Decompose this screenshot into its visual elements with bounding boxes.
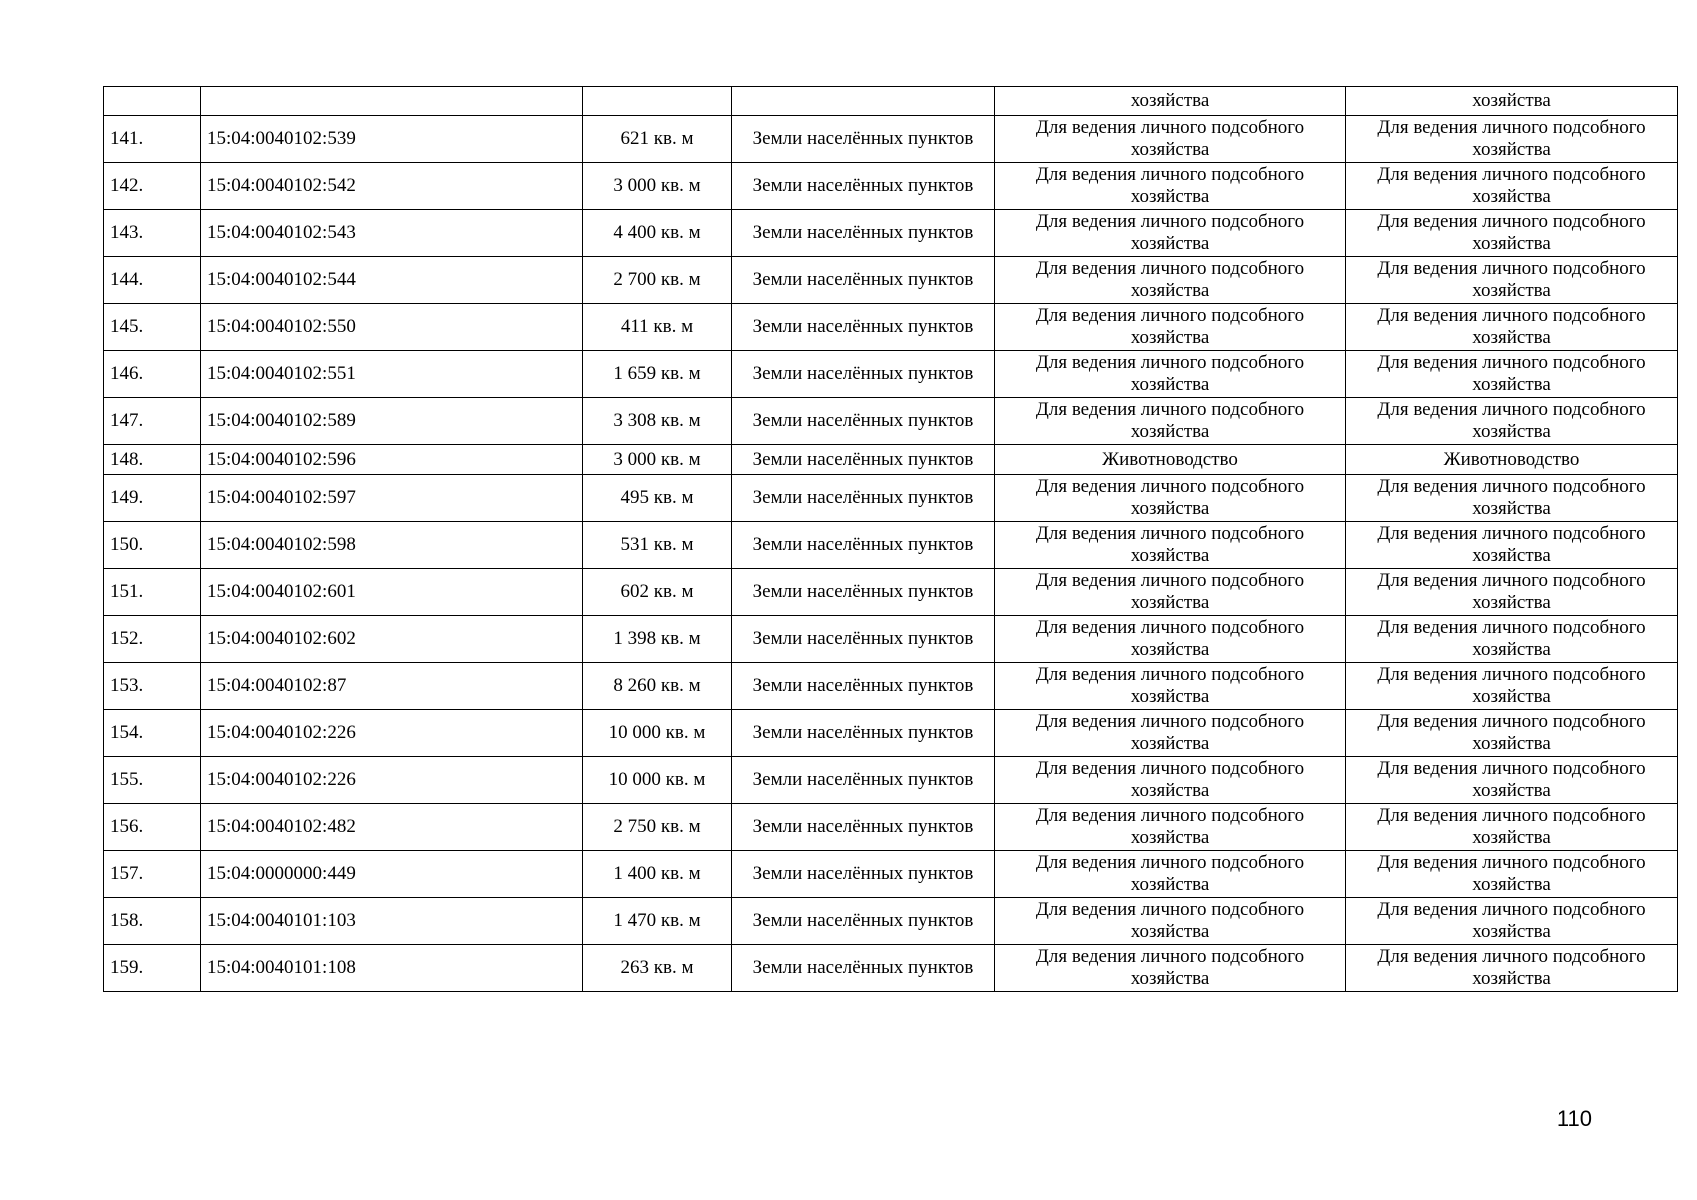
cell-land-category: Земли населённых пунктов (732, 351, 995, 398)
cell-land-category: Земли населённых пунктов (732, 116, 995, 163)
cell-actual-use: Для ведения личного подсобного хозяйства (1346, 616, 1678, 663)
cell-cadastral-number: 15:04:0000000:449 (201, 851, 583, 898)
cell-actual-use: Для ведения личного подсобного хозяйства (1346, 945, 1678, 992)
cell-actual-use: Для ведения личного подсобного хозяйства (1346, 304, 1678, 351)
cell-permitted-use: Для ведения личного подсобного хозяйства (995, 257, 1346, 304)
cell-land-category: Земли населённых пунктов (732, 304, 995, 351)
table-row (104, 210, 1678, 257)
table-row (104, 710, 1678, 757)
cell-area: 10 000 кв. м (583, 757, 732, 804)
cell-permitted-use: Для ведения личного подсобного хозяйства (995, 475, 1346, 522)
cell-actual-use: хозяйства (1346, 87, 1678, 116)
cell-area: 621 кв. м (583, 116, 732, 163)
cell-permitted-use: Для ведения личного подсобного хозяйства (995, 851, 1346, 898)
table-row (104, 851, 1678, 898)
table-row (104, 445, 1678, 475)
cell-cadastral-number (201, 87, 583, 116)
cell-land-category: Земли населённых пунктов (732, 475, 995, 522)
cell-cadastral-number: 15:04:0040102:226 (201, 757, 583, 804)
cell-number: 154. (104, 710, 201, 757)
cell-actual-use: Для ведения личного подсобного хозяйства (1346, 116, 1678, 163)
cell-permitted-use: Для ведения личного подсобного хозяйства (995, 757, 1346, 804)
cell-area: 3 308 кв. м (583, 398, 732, 445)
cell-actual-use: Для ведения личного подсобного хозяйства (1346, 898, 1678, 945)
cell-cadastral-number: 15:04:0040102:87 (201, 663, 583, 710)
cell-land-category: Земли населённых пунктов (732, 898, 995, 945)
table-row (104, 804, 1678, 851)
table-row (104, 616, 1678, 663)
cell-actual-use: Для ведения личного подсобного хозяйства (1346, 522, 1678, 569)
cell-area: 10 000 кв. м (583, 710, 732, 757)
cell-cadastral-number: 15:04:0040102:598 (201, 522, 583, 569)
cell-land-category: Земли населённых пунктов (732, 663, 995, 710)
cell-actual-use: Для ведения личного подсобного хозяйства (1346, 163, 1678, 210)
cell-number: 149. (104, 475, 201, 522)
table-row (104, 569, 1678, 616)
cell-cadastral-number: 15:04:0040102:539 (201, 116, 583, 163)
cell-actual-use: Для ведения личного подсобного хозяйства (1346, 710, 1678, 757)
cell-actual-use: Для ведения личного подсобного хозяйства (1346, 663, 1678, 710)
cell-number: 148. (104, 445, 201, 475)
cell-actual-use: Для ведения личного подсобного хозяйства (1346, 569, 1678, 616)
table-row (104, 663, 1678, 710)
cell-permitted-use: Для ведения личного подсобного хозяйства (995, 210, 1346, 257)
cell-area: 263 кв. м (583, 945, 732, 992)
table-row (104, 304, 1678, 351)
cell-actual-use: Для ведения личного подсобного хозяйства (1346, 210, 1678, 257)
table-row (104, 945, 1678, 992)
cell-cadastral-number: 15:04:0040101:108 (201, 945, 583, 992)
table-body (104, 87, 1678, 992)
cell-area: 3 000 кв. м (583, 163, 732, 210)
table-row (104, 163, 1678, 210)
cell-cadastral-number: 15:04:0040102:542 (201, 163, 583, 210)
table-row (104, 898, 1678, 945)
cell-area: 602 кв. м (583, 569, 732, 616)
table-row-continuation (104, 87, 1678, 116)
table-row (104, 116, 1678, 163)
table-row (104, 757, 1678, 804)
cell-cadastral-number: 15:04:0040102:589 (201, 398, 583, 445)
cell-land-category: Земли населённых пунктов (732, 522, 995, 569)
cell-permitted-use: Для ведения личного подсобного хозяйства (995, 710, 1346, 757)
cell-area (583, 87, 732, 116)
cell-area: 4 400 кв. м (583, 210, 732, 257)
cell-cadastral-number: 15:04:0040102:482 (201, 804, 583, 851)
cell-number: 143. (104, 210, 201, 257)
cell-actual-use: Животноводство (1346, 445, 1678, 475)
cell-number: 145. (104, 304, 201, 351)
cell-permitted-use: хозяйства (995, 87, 1346, 116)
cell-land-category: Земли населённых пунктов (732, 851, 995, 898)
cell-number: 159. (104, 945, 201, 992)
cell-number: 156. (104, 804, 201, 851)
cell-land-category: Земли населённых пунктов (732, 445, 995, 475)
table-row (104, 475, 1678, 522)
table-row (104, 522, 1678, 569)
cell-permitted-use: Животноводство (995, 445, 1346, 475)
cell-land-category: Земли населённых пунктов (732, 945, 995, 992)
cell-cadastral-number: 15:04:0040102:544 (201, 257, 583, 304)
table-row (104, 351, 1678, 398)
cell-actual-use: Для ведения личного подсобного хозяйства (1346, 398, 1678, 445)
cell-number (104, 87, 201, 116)
cell-number: 142. (104, 163, 201, 210)
cell-permitted-use: Для ведения личного подсобного хозяйства (995, 398, 1346, 445)
cell-permitted-use: Для ведения личного подсобного хозяйства (995, 116, 1346, 163)
cell-actual-use: Для ведения личного подсобного хозяйства (1346, 851, 1678, 898)
cell-land-category: Земли населённых пунктов (732, 210, 995, 257)
cell-number: 158. (104, 898, 201, 945)
cell-land-category: Земли населённых пунктов (732, 569, 995, 616)
cell-land-category: Земли населённых пунктов (732, 398, 995, 445)
cell-area: 1 400 кв. м (583, 851, 732, 898)
table-row (104, 257, 1678, 304)
cell-area: 1 659 кв. м (583, 351, 732, 398)
page-number: 110 (1556, 1106, 1592, 1131)
cell-area: 3 000 кв. м (583, 445, 732, 475)
cell-actual-use: Для ведения личного подсобного хозяйства (1346, 257, 1678, 304)
cell-number: 147. (104, 398, 201, 445)
cell-permitted-use: Для ведения личного подсобного хозяйства (995, 569, 1346, 616)
cell-number: 157. (104, 851, 201, 898)
cell-number: 155. (104, 757, 201, 804)
cell-number: 144. (104, 257, 201, 304)
cell-area: 411 кв. м (583, 304, 732, 351)
cell-actual-use: Для ведения личного подсобного хозяйства (1346, 804, 1678, 851)
cell-area: 531 кв. м (583, 522, 732, 569)
cell-number: 153. (104, 663, 201, 710)
cell-land-category: Земли населённых пунктов (732, 163, 995, 210)
cell-cadastral-number: 15:04:0040102:602 (201, 616, 583, 663)
cell-land-category: Земли населённых пунктов (732, 710, 995, 757)
table-row (104, 398, 1678, 445)
cell-permitted-use: Для ведения личного подсобного хозяйства (995, 616, 1346, 663)
cell-area: 8 260 кв. м (583, 663, 732, 710)
cell-land-category: Земли населённых пунктов (732, 757, 995, 804)
cell-number: 150. (104, 522, 201, 569)
cell-area: 2 750 кв. м (583, 804, 732, 851)
cell-cadastral-number: 15:04:0040102:596 (201, 445, 583, 475)
cell-permitted-use: Для ведения личного подсобного хозяйства (995, 898, 1346, 945)
land-plots-table (103, 86, 1678, 992)
cell-actual-use: Для ведения личного подсобного хозяйства (1346, 757, 1678, 804)
cell-permitted-use: Для ведения личного подсобного хозяйства (995, 663, 1346, 710)
cell-cadastral-number: 15:04:0040102:551 (201, 351, 583, 398)
cell-permitted-use: Для ведения личного подсобного хозяйства (995, 804, 1346, 851)
cell-area: 1 398 кв. м (583, 616, 732, 663)
cell-permitted-use: Для ведения личного подсобного хозяйства (995, 163, 1346, 210)
cell-cadastral-number: 15:04:0040101:103 (201, 898, 583, 945)
cell-permitted-use: Для ведения личного подсобного хозяйства (995, 304, 1346, 351)
cell-land-category (732, 87, 995, 116)
cell-number: 151. (104, 569, 201, 616)
cell-land-category: Земли населённых пунктов (732, 616, 995, 663)
cell-area: 2 700 кв. м (583, 257, 732, 304)
cell-permitted-use: Для ведения личного подсобного хозяйства (995, 351, 1346, 398)
cell-cadastral-number: 15:04:0040102:597 (201, 475, 583, 522)
cell-actual-use: Для ведения личного подсобного хозяйства (1346, 351, 1678, 398)
cell-actual-use: Для ведения личного подсобного хозяйства (1346, 475, 1678, 522)
cell-cadastral-number: 15:04:0040102:226 (201, 710, 583, 757)
cell-area: 495 кв. м (583, 475, 732, 522)
cell-number: 152. (104, 616, 201, 663)
cell-cadastral-number: 15:04:0040102:550 (201, 304, 583, 351)
cell-land-category: Земли населённых пунктов (732, 804, 995, 851)
cell-number: 146. (104, 351, 201, 398)
cell-permitted-use: Для ведения личного подсобного хозяйства (995, 945, 1346, 992)
cell-cadastral-number: 15:04:0040102:601 (201, 569, 583, 616)
cell-number: 141. (104, 116, 201, 163)
cell-land-category: Земли населённых пунктов (732, 257, 995, 304)
cell-cadastral-number: 15:04:0040102:543 (201, 210, 583, 257)
cell-permitted-use: Для ведения личного подсобного хозяйства (995, 522, 1346, 569)
cell-area: 1 470 кв. м (583, 898, 732, 945)
